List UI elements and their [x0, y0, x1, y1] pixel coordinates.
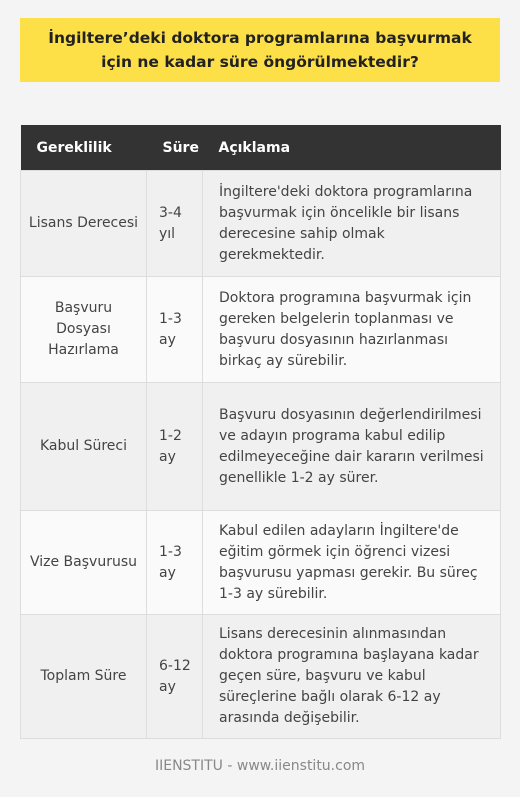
table-row: [21, 511, 501, 615]
cell-requirement: Kabul Süreci: [21, 383, 147, 511]
cell-duration: 6-12 ay: [147, 615, 203, 739]
footer-credit: IIENSTITU - www.iienstitu.com: [154, 758, 366, 774]
cell-description: Kabul edilen adayların İngiltere'de eğitim görmek için öğrenci vizesi başvurusu yapması gerekir. Bu süreç 1-3 ay sürebilir.: [203, 511, 501, 615]
cell-requirement: Toplam Süre: [21, 615, 147, 739]
cell-duration: 3-4 yıl: [147, 171, 203, 277]
cell-description: İngiltere'deki doktora programlarına başvurmak için öncelikle bir lisans derecesine sahip olmak gerekmektedir.: [203, 171, 501, 277]
cell-description: Doktora programına başvurmak için gereken belgelerin toplanması ve başvuru dosyasının hazırlanması birkaç ay sürebilir.: [203, 277, 501, 383]
header-description: Açıklama: [203, 125, 501, 171]
page-title: İngiltere’deki doktora programlarına başvurmak için ne kadar süre öngörülmektedir?: [48, 29, 472, 71]
cell-duration: 1-3 ay: [147, 277, 203, 383]
cell-requirement: Başvuru Dosyası Hazırlama: [21, 277, 147, 383]
table-row: [21, 171, 501, 277]
cell-requirement: Vize Başvurusu: [21, 511, 147, 615]
table-row: [21, 615, 501, 739]
cell-description: Başvuru dosyasının değerlendirilmesi ve adayın programa kabul edilip edilmeyeceğine dair kararın verilmesi genellikle 1-2 ay sürer.: [203, 383, 501, 511]
table-header-row: [21, 125, 501, 171]
title-banner: [20, 18, 500, 82]
table-row: [21, 277, 501, 383]
cell-duration: 1-3 ay: [147, 511, 203, 615]
header-duration: Süre: [147, 125, 203, 171]
cell-duration: 1-2 ay: [147, 383, 203, 511]
duration-table: [20, 125, 501, 739]
cell-description: Lisans derecesinin alınmasından doktora programına başlayana kadar geçen süre, başvuru ve kabul süreçlerine bağlı olarak 6-12 ay arasında değişebilir.: [203, 615, 501, 739]
cell-requirement: Lisans Derecesi: [21, 171, 147, 277]
table-row: [21, 383, 501, 511]
header-requirement: Gereklilik: [21, 125, 147, 171]
